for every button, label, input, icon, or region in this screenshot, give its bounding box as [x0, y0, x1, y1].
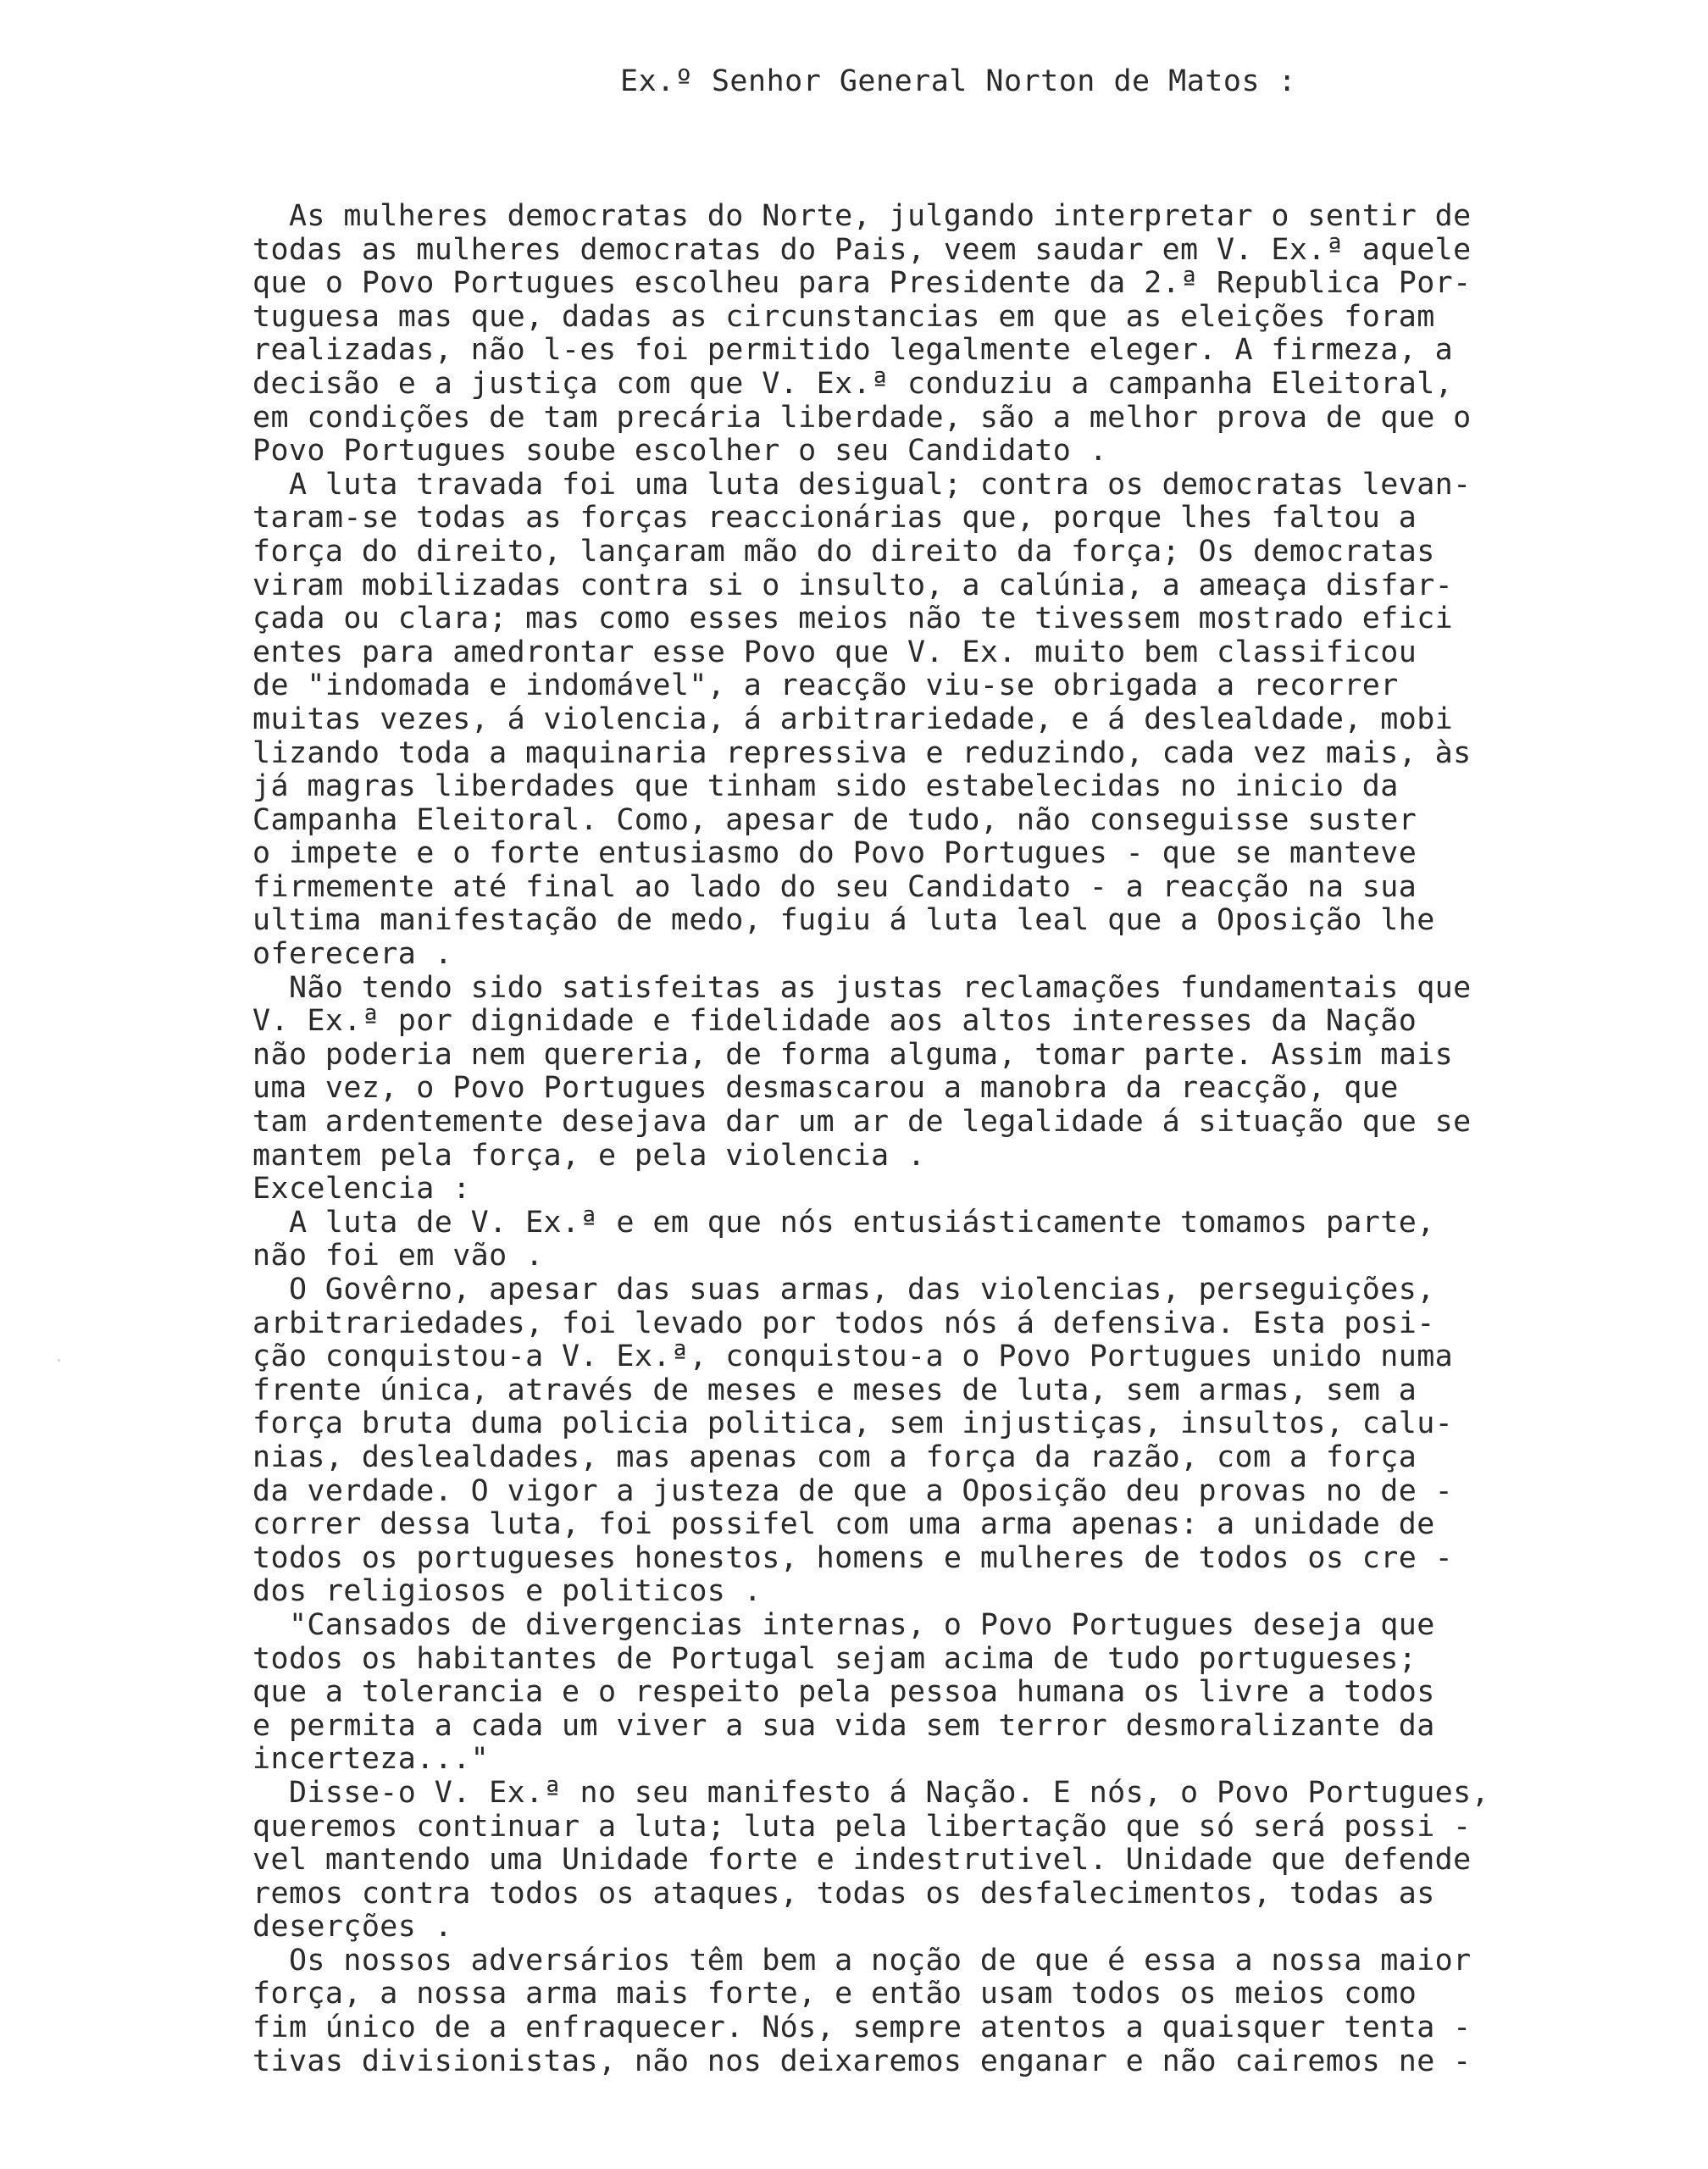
letter-line: Povo Portugues soube escolher o seu Candidato .: [252, 434, 1108, 469]
letter-line: oferecera .: [252, 937, 453, 972]
letter-line: força, a nossa arma mais forte, e então usam todos os meios como: [252, 1977, 1417, 2011]
letter-line: entes para amedrontar esse Povo que V. Ex. muito bem classificou: [252, 635, 1417, 669]
letter-line: já magras liberdades que tinham sido estabelecidas no inicio da: [252, 769, 1399, 804]
scan-speck: [58, 1359, 60, 1362]
letter-line: não foi em vão .: [252, 1239, 544, 1273]
letter-line: força bruta duma policia politica, sem injustiças, insultos, calu-: [252, 1406, 1454, 1441]
letter-line: Não tendo sido satisfeitas as justas reclamações fundamentais que: [252, 970, 1472, 1005]
letter-line: tuguesa mas que, dadas as circunstancias em que as eleições foram: [252, 299, 1435, 334]
letter-line: nias, deslealdades, mas apenas com a força da razão, com a força: [252, 1440, 1417, 1474]
letter-line: viram mobilizadas contra si o insulto, a calúnia, a ameaça disfar-: [252, 568, 1454, 602]
letter-line: queremos continuar a luta; luta pela libertação que só será possi -: [252, 1809, 1472, 1844]
letter-line: todos os portugueses honestos, homens e mulheres de todos os cre -: [252, 1540, 1454, 1575]
letter-line: arbitrariedades, foi levado por todos nós á defensiva. Esta posi-: [252, 1306, 1435, 1340]
letter-line: ultima manifestação de medo, fugiu á luta leal que a Oposição lhe: [252, 903, 1435, 938]
letter-line: taram-se todas as forças reaccionárias que, porque lhes faltou a: [252, 501, 1417, 535]
letter-line: realizadas, não l-es foi permitido legalmente eleger. A firmeza, a: [252, 333, 1454, 368]
letter-line: deserções .: [252, 1910, 453, 1944]
letter-line: Campanha Eleitoral. Como, apesar de tudo, não conseguisse suster: [252, 802, 1417, 837]
letter-line: firmemente até final ao lado do seu Candidato - a reacção na sua: [252, 869, 1417, 904]
letter-line: que o Povo Portugues escolheu para Presidente da 2.ª Republica Por-: [252, 266, 1472, 301]
letter-line: correr dessa luta, foi possifel com uma arma apenas: a unidade de: [252, 1507, 1435, 1542]
letter-line: vel mantendo uma Unidade forte e indestrutivel. Unidade que defende: [252, 1843, 1472, 1878]
letter-line: tam ardentemente desejava dar um ar de legalidade á situação que se: [252, 1105, 1472, 1140]
letter-line: da verdade. O vigor a justeza de que a Oposição deu provas no de -: [252, 1473, 1454, 1508]
letter-line: A luta de V. Ex.ª e em que nós entusiásticamente tomamos parte,: [252, 1205, 1435, 1240]
salutation-heading: Ex.º Senhor General Norton de Matos :: [620, 64, 1297, 98]
letter-line: lizando toda a maquinaria repressiva e reduzindo, cada vez mais, às: [252, 735, 1472, 770]
letter-line: mantem pela força, e pela violencia .: [252, 1138, 926, 1173]
letter-line: frente única, através de meses e meses de luta, sem armas, sem a: [252, 1373, 1417, 1407]
letter-line: o impete e o forte entusiasmo do Povo Portugues - que se manteve: [252, 836, 1417, 871]
letter-line: Disse-o V. Ex.ª no seu manifesto á Nação. E nós, o Povo Portugues,: [252, 1775, 1490, 1810]
letter-line: em condições de tam precária liberdade, são a melhor prova de que o: [252, 400, 1472, 435]
letter-line: Os nossos adversários têm bem a noção de que é essa a nossa maior: [252, 1943, 1472, 1978]
letter-line: fim único de a enfraquecer. Nós, sempre atentos a quaisquer tenta -: [252, 2011, 1472, 2045]
letter-line: decisão e a justiça com que V. Ex.ª conduziu a campanha Eleitoral,: [252, 366, 1454, 401]
letter-line: çada ou clara; mas como esses meios não te tivessem mostrado efici: [252, 602, 1454, 636]
letter-line: uma vez, o Povo Portugues desmascarou a manobra da reacção, que: [252, 1071, 1399, 1106]
letter-line: muitas vezes, á violencia, á arbitrariedade, e á deslealdade, mobi: [252, 702, 1454, 736]
letter-line: força do direito, lançaram mão do direito da força; Os democratas: [252, 534, 1435, 569]
letter-line: A luta travada foi uma luta desigual; contra os democratas levan-: [252, 467, 1472, 502]
letter-body: [252, 200, 1684, 2078]
letter-line: que a tolerancia e o respeito pela pessoa humana os livre a todos: [252, 1675, 1435, 1710]
letter-line: "Cansados de divergencias internas, o Povo Portugues deseja que: [252, 1607, 1435, 1642]
letter-line: As mulheres democratas do Norte, julgando interpretar o sentir de: [252, 199, 1472, 233]
letter-line: O Govêrno, apesar das suas armas, das violencias, perseguições,: [252, 1273, 1435, 1306]
letter-line: ção conquistou-a V. Ex.ª, conquistou-a o Povo Portugues unido numa: [252, 1340, 1454, 1374]
letter-line: não poderia nem quereria, de forma alguma, tomar parte. Assim mais: [252, 1037, 1454, 1072]
letter-line: tivas divisionistas, não nos deixaremos enganar e não cairemos ne -: [252, 2044, 1472, 2078]
letter-line: de "indomada e indomável", a reacção viu-se obrigada a recorrer: [252, 668, 1399, 703]
letter-line: remos contra todos os ataques, todas os desfalecimentos, todas as: [252, 1876, 1435, 1911]
letter-line: V. Ex.ª por dignidade e fidelidade aos altos interesses da Nação: [252, 1004, 1417, 1039]
letter-line: dos religiosos e politicos .: [252, 1574, 762, 1609]
letter-line: e permita a cada um viver a sua vida sem terror desmoralizante da: [252, 1708, 1435, 1743]
letter-line: todos os habitantes de Portugal sejam acima de tudo portugueses;: [252, 1641, 1417, 1676]
letter-line: incerteza...": [252, 1742, 490, 1777]
letter-line: Excelencia :: [252, 1172, 471, 1207]
letter-line: todas as mulheres democratas do Pais, veem saudar em V. Ex.ª aquele: [252, 232, 1472, 267]
